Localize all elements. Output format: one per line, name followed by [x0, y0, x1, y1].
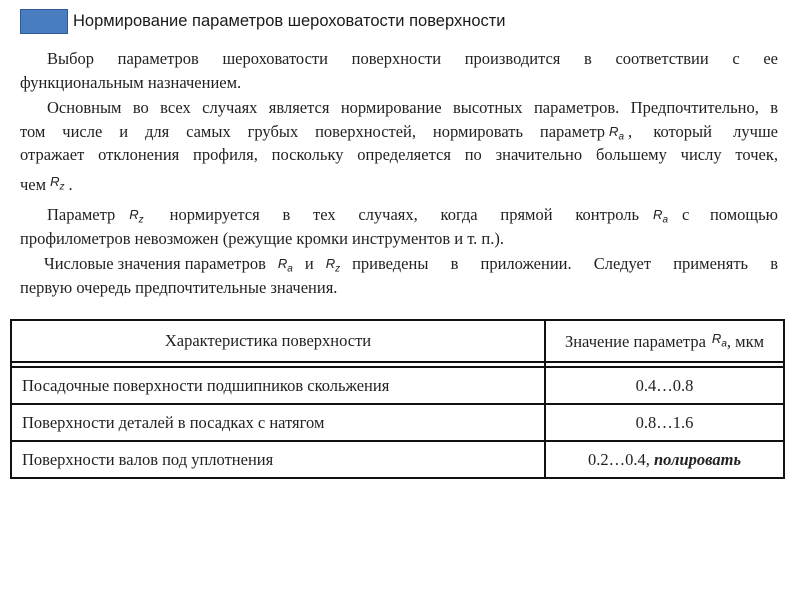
- symbol-ra: $R_a$: [609, 123, 624, 143]
- surface-cell: Поверхности валов под уплотнения: [11, 441, 545, 478]
- header-value: [545, 320, 784, 362]
- text-fragment: приведены в приложении. Следует применять в: [352, 254, 778, 273]
- paragraph-height-parameters: [20, 96, 778, 193]
- paragraph-line: профилометров невозможен (режущие кромки инструментов и т. п.).: [20, 228, 505, 248]
- roughness-table: [10, 319, 785, 479]
- paragraph-line: [20, 252, 778, 276]
- paragraph-line: первую очередь предпочтительные значения.: [20, 277, 338, 297]
- text-fragment: Числовые значения параметров: [44, 254, 266, 273]
- paragraph-purpose: [20, 47, 778, 94]
- value-text: 0.2…0.4,: [587, 449, 650, 469]
- text-fragment: нормируется в тех случаях, когда прямой контроль: [169, 205, 640, 224]
- title-marker: [20, 9, 68, 34]
- slide-title: [20, 9, 506, 34]
- paragraph-line: [20, 120, 778, 144]
- paragraph-line: Выбор параметров шероховатости поверхности производится в соответствии с ее: [47, 49, 778, 68]
- header-surface: Характеристика поверхности: [11, 320, 545, 362]
- paragraph-rz-usage: [20, 203, 778, 250]
- header-value-label: Значение параметра: [564, 331, 706, 351]
- value-cell: 0.8…1.6: [545, 404, 784, 441]
- text-fragment: , который лучше: [628, 121, 778, 141]
- text-fragment: чем: [20, 174, 47, 194]
- value-cell: [545, 441, 784, 478]
- table-header-row: [11, 320, 784, 362]
- title-text: Нормирование параметров шероховатости поверхности: [73, 12, 506, 30]
- value-cell: 0.4…0.8: [545, 367, 784, 404]
- text-fragment: .: [68, 174, 73, 194]
- text-fragment: и: [304, 254, 314, 273]
- symbol-ra: Ra: [711, 330, 727, 350]
- table-row: [11, 404, 784, 441]
- text-fragment: том числе и для самых грубых поверхностей, нормировать параметр: [20, 121, 606, 141]
- paragraph-line: [20, 170, 778, 194]
- symbol-ra: $R_a$: [277, 256, 293, 275]
- header-value-unit: , мкм: [726, 331, 765, 351]
- paragraph-line: Основным во всех случаях является нормирование высотных параметров. Предпочтительно, в: [47, 98, 778, 117]
- paragraph-line: функциональным назначением.: [20, 72, 242, 92]
- table-row: [11, 441, 784, 478]
- symbol-rz: Rz: [50, 173, 65, 193]
- symbol-rz: $R_z$: [325, 256, 341, 275]
- value-note: полировать: [653, 449, 742, 469]
- text-fragment: с помощью: [682, 205, 778, 224]
- text-fragment: Параметр: [47, 205, 116, 224]
- symbol-rz: $R_z$: [129, 207, 144, 226]
- paragraph-numeric-values: [20, 252, 778, 299]
- surface-cell: Поверхности деталей в посадках с натягом: [11, 404, 545, 441]
- paragraph-line: [20, 203, 778, 227]
- surface-cell: Посадочные поверхности подшипников скольжения: [11, 367, 545, 404]
- table-row: [11, 367, 784, 404]
- symbol-ra: $R_a$: [653, 207, 668, 226]
- paragraph-line: отражает отклонения профиля, поскольку определяется по значительно большему числу точек,: [20, 145, 778, 164]
